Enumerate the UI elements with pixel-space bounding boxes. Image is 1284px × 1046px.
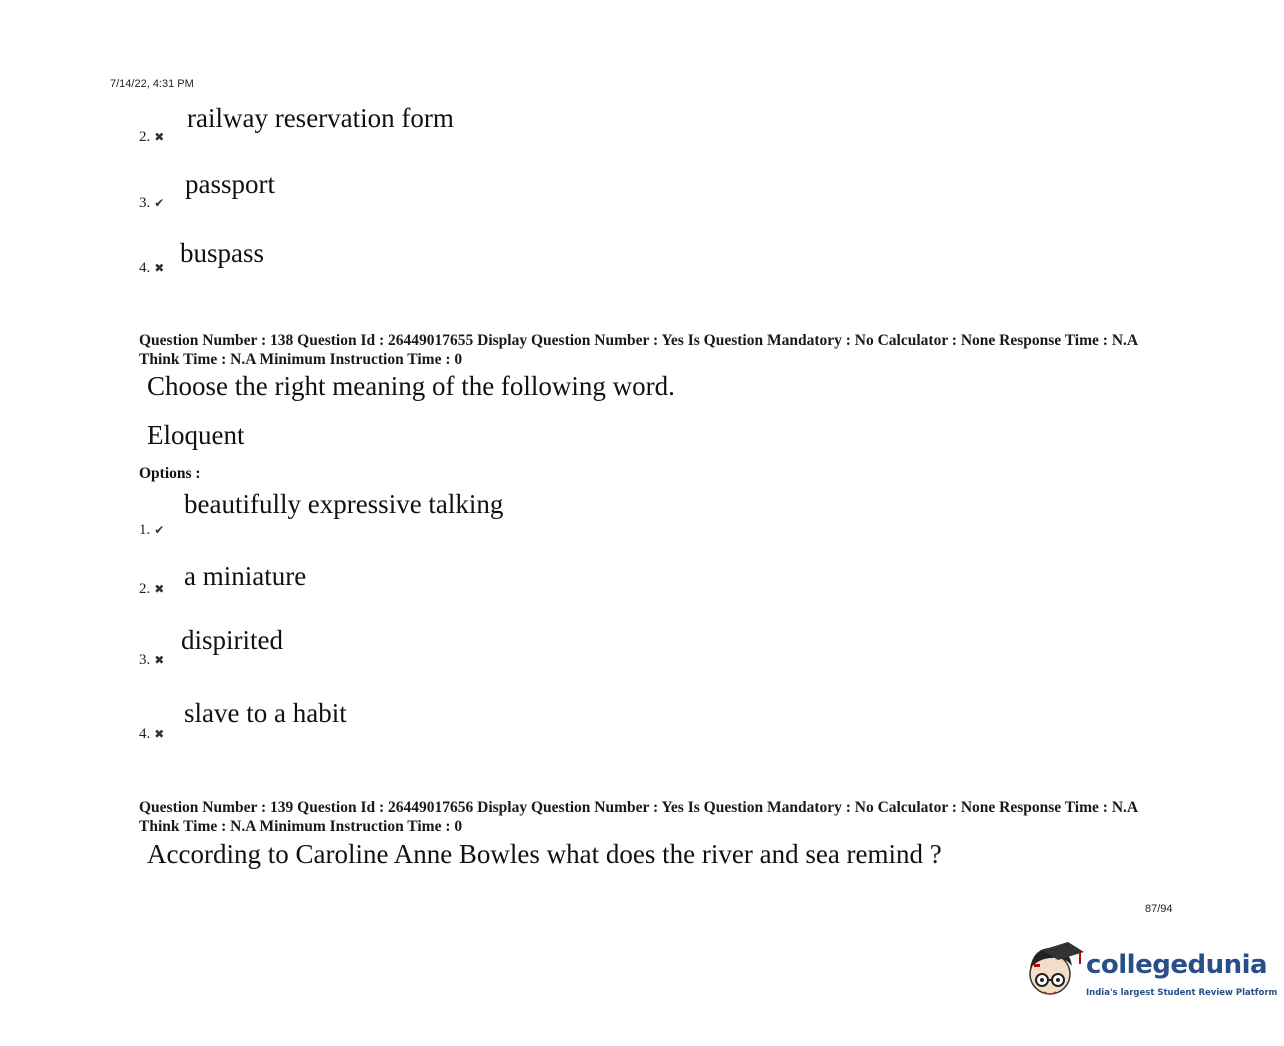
wrong-icon: ✖ (154, 653, 165, 667)
question-meta: Question Number : 139 Question Id : 26449017656 Display Question Number : Yes Is Question Mandatory : No Calculator : None Response Time : N.A Think Time : N.A Minimum Instruction Time : 0 (139, 799, 1138, 835)
question-text: Choose the right meaning of the following word. (147, 371, 675, 401)
option-text: slave to a habit (184, 698, 347, 728)
correct-check-icon: ✔ (154, 196, 165, 210)
option-text: dispirited (181, 625, 283, 655)
option-marker (139, 194, 164, 212)
option-number: 1. (139, 522, 151, 538)
option-marker (139, 128, 164, 146)
option-number: 4. (139, 726, 151, 742)
wrong-icon: ✖ (154, 727, 165, 741)
wrong-icon: ✖ (154, 582, 165, 596)
logo-name: collegedunia (1086, 950, 1268, 980)
option-text: passport (185, 169, 275, 199)
wrong-icon: ✖ (154, 130, 165, 144)
option-text: beautifully expressive talking (184, 489, 504, 519)
option-text: buspass (180, 238, 265, 268)
option-marker (139, 651, 164, 669)
print-timestamp: 7/14/22, 4:31 PM (110, 78, 194, 90)
options-label: Options : (139, 465, 201, 482)
option-number: 3. (139, 195, 151, 211)
logo-tagline: India's largest Student Review Platform (1086, 988, 1278, 998)
page-number: 87/94 (1145, 903, 1173, 915)
question-text: According to Caroline Anne Bowles what does the river and sea remind ? (147, 839, 942, 869)
collegedunia-logo (1024, 940, 1278, 1006)
wrong-icon: ✖ (154, 261, 165, 275)
correct-check-icon: ✔ (154, 523, 165, 537)
option-text: railway reservation form (187, 103, 454, 133)
option-text: a miniature (184, 561, 307, 591)
option-marker (139, 259, 164, 277)
option-number: 2. (139, 129, 151, 145)
option-marker (139, 580, 164, 598)
option-marker (139, 725, 164, 743)
question-word: Eloquent (147, 420, 245, 450)
option-number: 2. (139, 581, 151, 597)
option-number: 3. (139, 652, 151, 668)
mascot-icon (1024, 940, 1084, 1006)
option-marker (139, 521, 164, 539)
question-meta: Question Number : 138 Question Id : 26449017655 Display Question Number : Yes Is Question Mandatory : No Calculator : None Response Time : N.A Think Time : N.A Minimum Instruction Time : 0 (139, 332, 1138, 368)
option-number: 4. (139, 260, 151, 276)
